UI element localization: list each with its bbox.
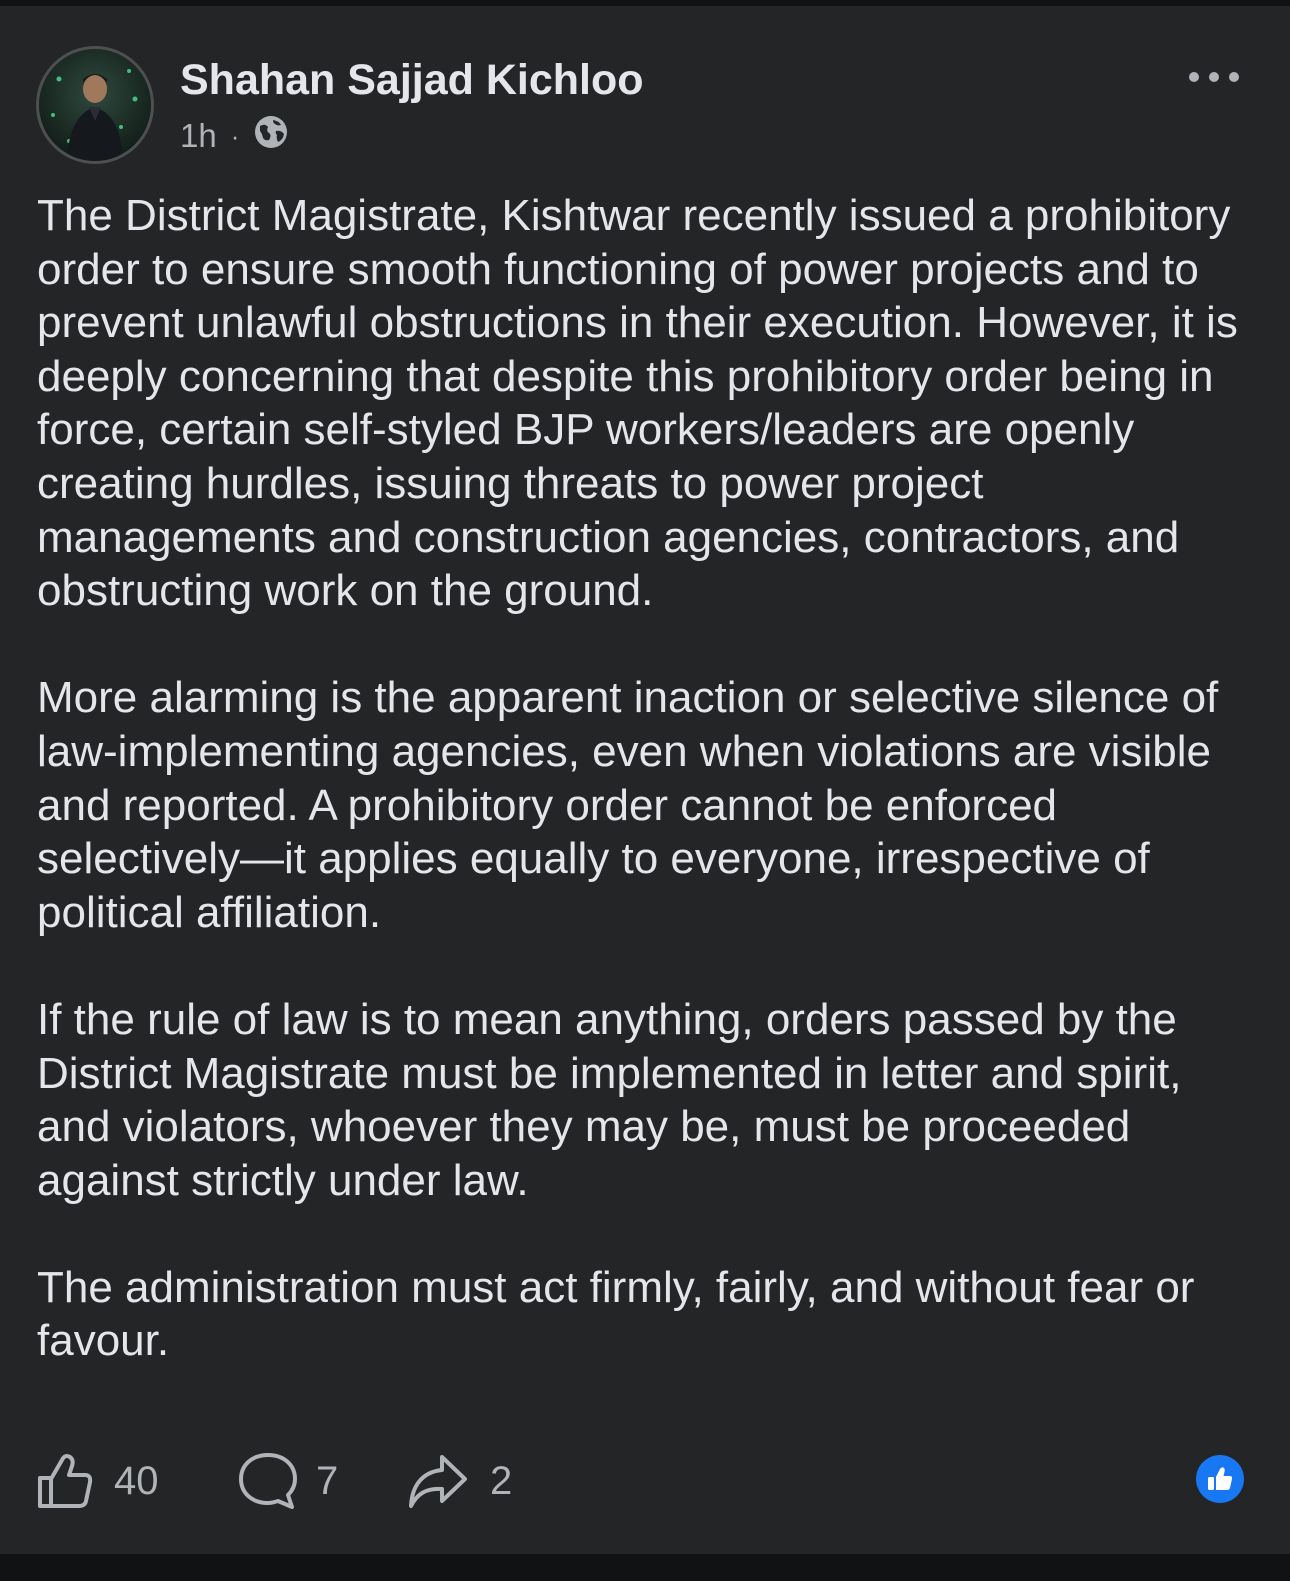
- like-button[interactable]: [36, 1448, 159, 1514]
- share-button[interactable]: [408, 1448, 512, 1514]
- more-options-button[interactable]: [1184, 62, 1244, 92]
- post-card: [0, 6, 1290, 1554]
- profile-photo: [39, 49, 151, 161]
- post-paragraph: If the rule of law is to mean anything, orders passed by the District Magistrate must be implemented in letter and spirit, and violators, whoever they may be, must be proceeded against strictly under law.: [37, 994, 1182, 1205]
- thumbs-up-icon: [36, 1452, 94, 1510]
- like-reaction-icon: [1205, 1464, 1235, 1494]
- comment-button[interactable]: [238, 1448, 338, 1514]
- more-dots-icon: [1184, 62, 1244, 92]
- post-paragraph: The District Magistrate, Kishtwar recently issued a prohibitory order to ensure smooth functioning of power projects and to prevent unlawful obstructions in their execution. However, it is deeply concerning that despite this prohibitory order being in force, certain self-styled BJP workers/leaders are openly creating hurdles, issuing threats to power project managements and construction agencies, contractors, and obstructing work on the ground.: [37, 191, 1238, 616]
- like-reaction-badge[interactable]: [1196, 1455, 1244, 1503]
- post-meta: [180, 114, 289, 158]
- author-name[interactable]: Shahan Sajjad Kichloo: [180, 56, 644, 104]
- share-count: 2: [490, 1458, 513, 1503]
- post-body: [37, 189, 1257, 1422]
- meta-separator: ·: [230, 120, 240, 151]
- avatar[interactable]: [36, 46, 154, 164]
- comment-count: 7: [316, 1458, 339, 1503]
- like-count: 40: [114, 1458, 159, 1503]
- timestamp[interactable]: 1h: [180, 117, 217, 154]
- post-paragraph: The administration must act firmly, fairly, and without fear or favour.: [37, 1262, 1195, 1366]
- globe-icon: [253, 114, 289, 158]
- share-arrow-icon: [408, 1452, 468, 1510]
- post-paragraph: More alarming is the apparent inaction or selective silence of law-implementing agencies, even when violations are visible and reported. A prohibitory order cannot be enforced selectively—it applies equally to everyone, irrespective of political affiliation.: [37, 673, 1219, 937]
- comment-bubble-icon: [238, 1451, 298, 1511]
